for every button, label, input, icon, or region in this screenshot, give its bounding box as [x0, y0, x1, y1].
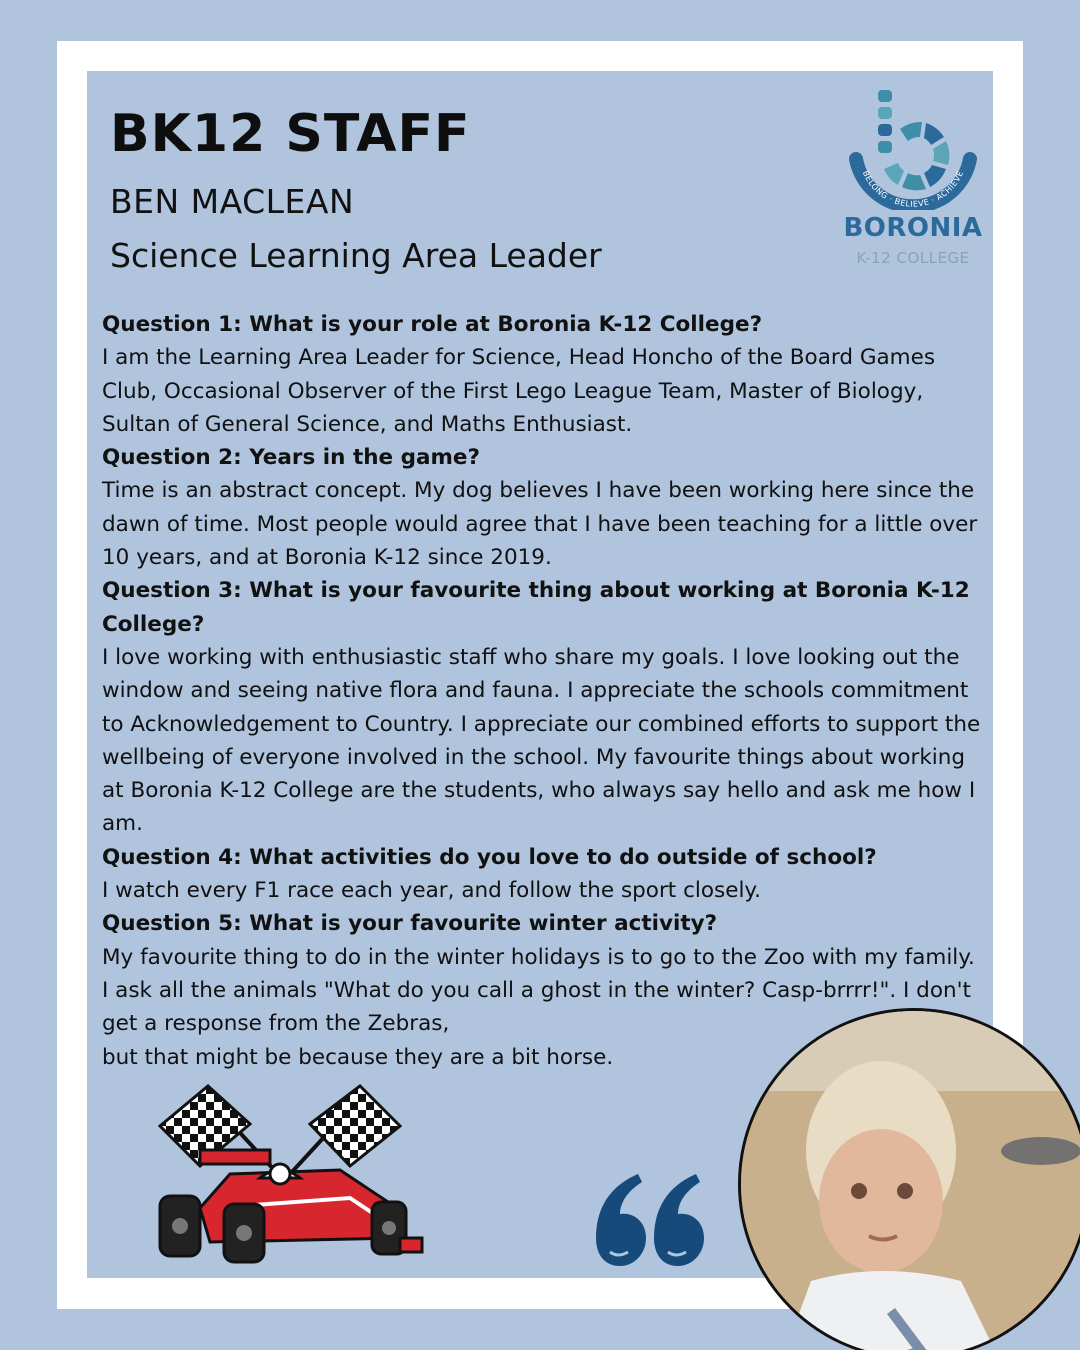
logo-school-name: BORONIA	[843, 213, 983, 243]
answer-1: I am the Learning Area Leader for Science, Head Honcho of the Board Games Club, Occasional Observer of the First Lego League Team, Master of Biology, Sultan of General Science, and Maths Enthusiast.	[102, 345, 936, 437]
answer-5: My favourite thing to do in the winter holidays is to go to the Zoo with my family. I ask all the animals "What do you call a ghost in the winter? Casp-brrrr!". I don't get a response from the Zebras,	[102, 944, 975, 1037]
question-1: Question 1: What is your role at Boronia K-12 College?	[102, 312, 763, 337]
quotation-mark-icon	[588, 1168, 710, 1268]
school-logo	[838, 85, 988, 275]
logo-school-subtitle: K-12 COLLEGE	[856, 249, 970, 267]
answer-2: Time is an abstract concept. My dog believes I have been working here since the dawn of time. Most people would agree that I have been teaching for a little over 10 years, and at Boronia K-12 since 2019.	[102, 478, 978, 571]
page-title: BK12 STAFF	[110, 104, 471, 164]
f1-car-illustration	[150, 1078, 430, 1268]
logo-motto: BELONG · BELIEVE · ACHIEVE	[860, 169, 966, 209]
answer-4: I watch every F1 race each year, and follow the sport closely.	[102, 878, 761, 904]
staff-name: BEN MACLEAN	[110, 182, 355, 221]
question-5: Question 5: What is your favourite winter activity?	[102, 911, 718, 937]
answer-5-tail: but that might be because they are a bit horse.	[102, 1044, 614, 1070]
question-4: Question 4: What activities do you love to do outside of school?	[102, 844, 877, 870]
childhood-photo	[738, 1008, 1080, 1350]
qa-section	[102, 308, 982, 1074]
boronia-logo-icon	[838, 85, 988, 210]
staff-role: Science Learning Area Leader	[110, 236, 602, 275]
question-2: Question 2: Years in the game?	[102, 445, 480, 471]
answer-3: I love working with enthusiastic staff who share my goals. I love looking out the window and seeing native flora and fauna. I appreciate the schools commitment to Acknowledgement to Country. I appreciate our combined efforts to support the wellbeing of everyone involved in the school. My favourite things about working at Boronia K-12 College are the students, who always say hello and ask me how I am.	[102, 644, 981, 837]
question-3: Question 3: What is your favourite thing about working at Boronia K-12 College?	[102, 578, 970, 637]
